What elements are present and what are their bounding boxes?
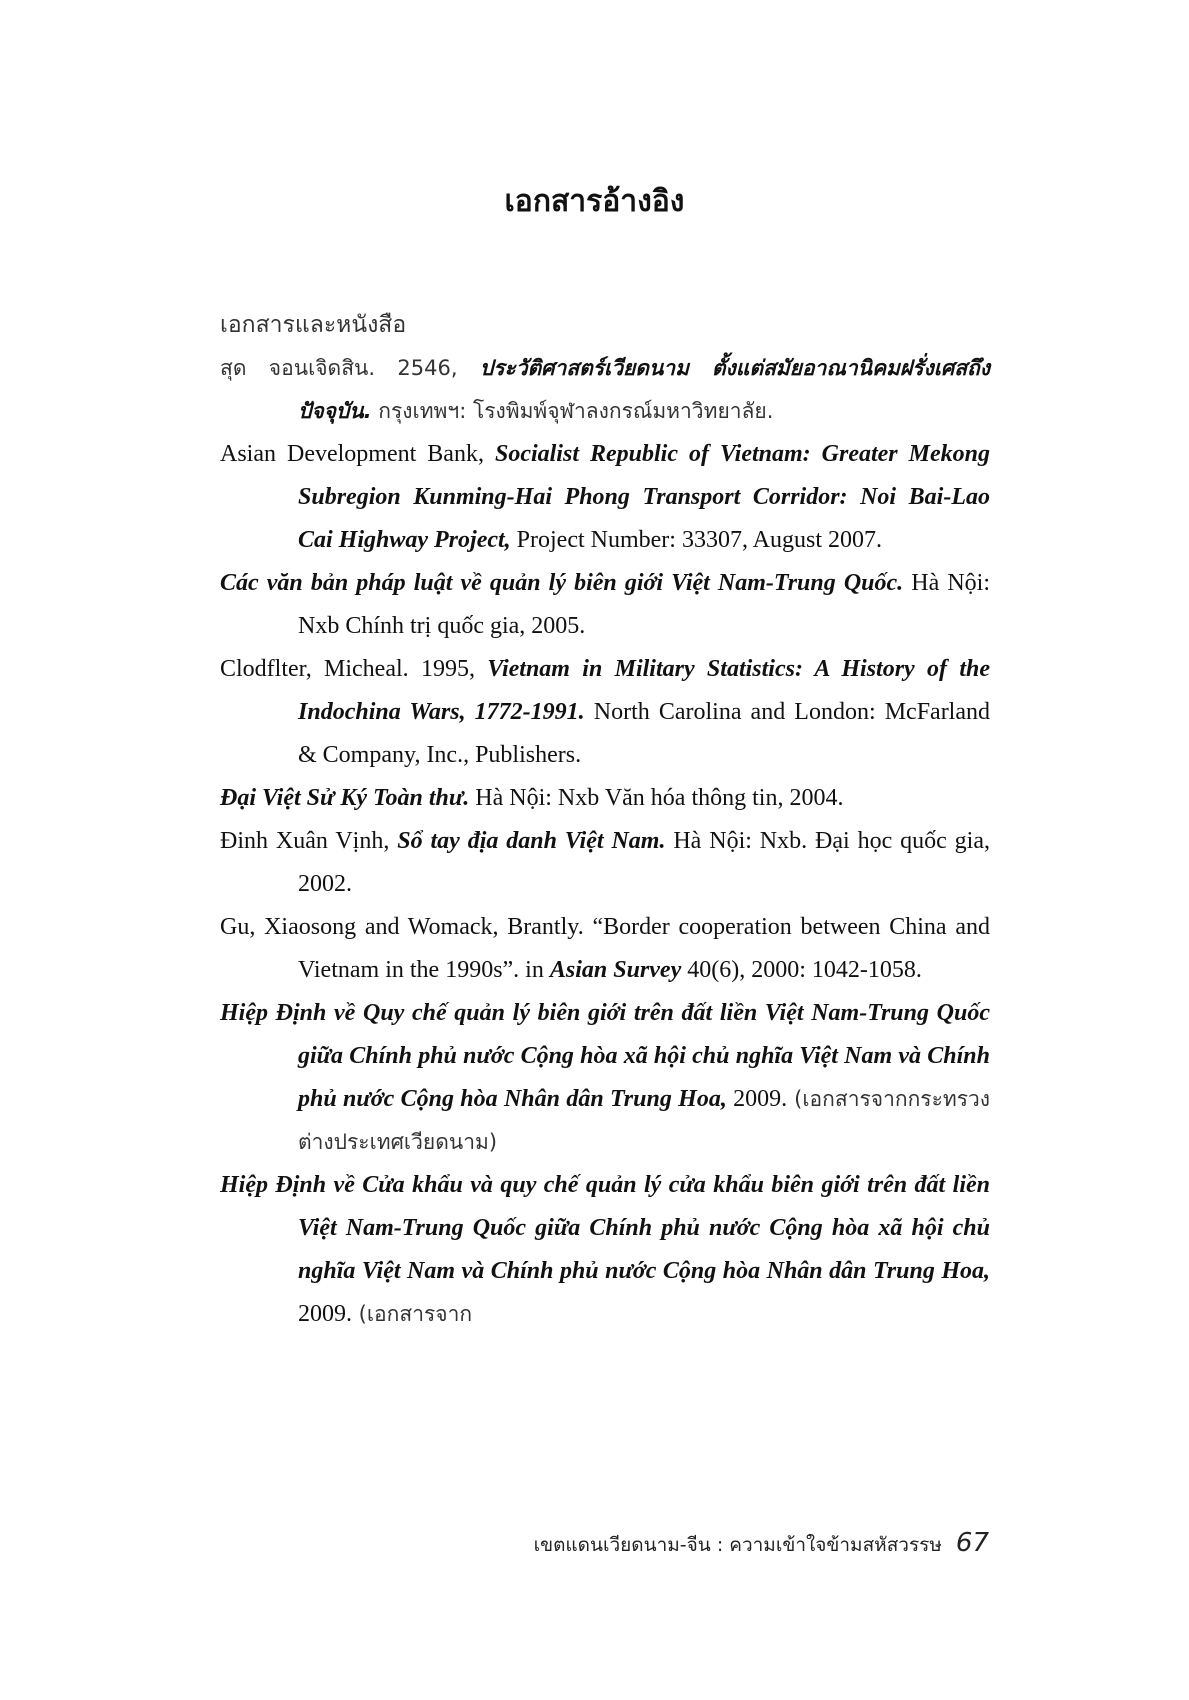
- entry-title: Vietnam in Military Statistics: A History of the Indochina Wars, 1772-1991.: [298, 656, 990, 725]
- bibliography-entry: [220, 433, 990, 562]
- entry-publication: 2009.: [298, 1301, 352, 1327]
- entry-title: Các văn bản pháp luật về quản lý biên giới Việt Nam-Trung Quốc.: [220, 570, 904, 596]
- entry-note: (เอกสารจาก: [352, 1302, 473, 1326]
- entry-title: Đại Việt Sử Ký Toàn thư.: [220, 785, 470, 811]
- section-heading: เอกสารและหนังสือ: [220, 312, 407, 338]
- entry-author: Asian Development Bank,: [220, 441, 495, 467]
- entry-author: Clodflter, Micheal. 1995,: [220, 656, 488, 682]
- entry-title: ประวัติศาสตร์เวียดนาม ตั้งแต่สมัยอาณานิคมฝรั่งเศสถึงปัจจุบัน.: [298, 356, 991, 423]
- entry-title: Socialist Republic of Vietnam: Greater Mekong Subregion Kunming-Hai Phong Transport Corridor: Noi Bai-Lao Cai Highway Project,: [298, 441, 990, 553]
- entry-title: Asian Survey: [549, 957, 682, 983]
- entry-author: Gu, Xiaosong and Womack, Brantly. “Border cooperation between China and Vietnam in the 1990s”. in: [220, 914, 990, 983]
- entry-publication: Hà Nội: Nxb Chính trị quốc gia, 2005.: [298, 570, 990, 639]
- entry-publication: 40(6), 2000: 1042-1058.: [681, 957, 922, 983]
- entry-title: Hiệp Định về Quy chế quản lý biên giới trên đất liền Việt Nam-Trung Quốc giữa Chính phủ nước Cộng hòa xã hội chủ nghĩa Việt Nam và Chính phủ nước Cộng hòa Nhân dân Trung Hoa,: [220, 1000, 990, 1112]
- bibliography-entry: [220, 562, 990, 648]
- bibliography-entry: [220, 820, 990, 906]
- entry-author: Đinh Xuân Vịnh,: [220, 828, 398, 854]
- bibliography-entry: [220, 992, 990, 1164]
- entry-publication: 2009.: [726, 1086, 788, 1112]
- entry-publication: Hà Nội: Nxb Văn hóa thông tin, 2004.: [469, 785, 844, 811]
- entry-publication: Hà Nội: Nxb. Đại học quốc gia, 2002.: [298, 828, 991, 897]
- page-title: เอกสารอ้างอิง: [504, 184, 685, 219]
- page-number: 67: [955, 1528, 989, 1558]
- entry-note: (เอกสารจากกระทรวงต่างประเทศเวียดนาม): [298, 1087, 991, 1154]
- bibliography-entry: [220, 648, 990, 777]
- bibliography-entry: [220, 347, 990, 433]
- entry-title: Hiệp Định về Cửa khẩu và quy chế quản lý cửa khẩu biên giới trên đất liền Việt Nam-Trung Quốc giữa Chính phủ nước Cộng hòa xã hội chủ nghĩa Việt Nam và Chính phủ nước Cộng hòa Nhân dân Trung Hoa,: [220, 1172, 990, 1284]
- entry-publication: Project Number: 33307, August 2007.: [510, 527, 882, 553]
- entry-author: สุด จอนเจิดสิน. 2546,: [220, 356, 480, 380]
- bibliography-entry: [220, 1164, 990, 1336]
- entry-publication: North Carolina and London: McFarland & Company, Inc., Publishers.: [298, 699, 991, 768]
- entry-title: Sổ tay địa danh Việt Nam.: [397, 828, 666, 854]
- running-footer: เขตแดนเวียดนาม-จีน : ความเข้าใจข้ามสหัสวรรษ: [533, 1534, 942, 1556]
- bibliography-entry: [220, 777, 990, 820]
- bibliography-entry: [220, 906, 990, 992]
- page-footer: [534, 1528, 989, 1560]
- entry-publication: กรุงเทพฯ: โรงพิมพ์จุฬาลงกรณ์มหาวิทยาลัย.: [371, 399, 774, 423]
- bibliography: [220, 305, 990, 1336]
